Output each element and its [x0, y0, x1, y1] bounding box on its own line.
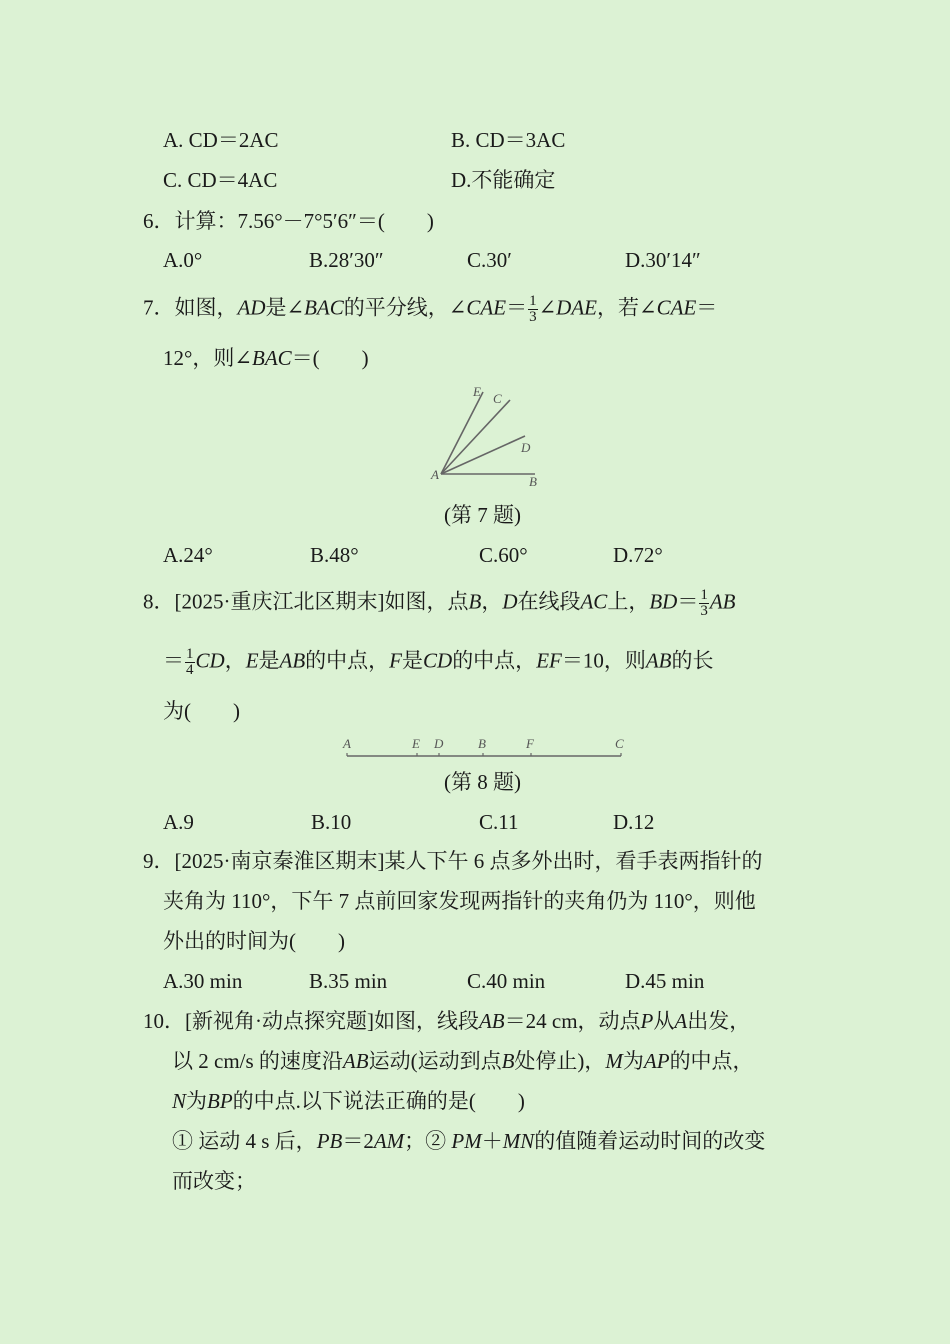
- q10-text: N: [172, 1089, 187, 1113]
- q10-text: B: [501, 1049, 515, 1073]
- q8-text: AB: [709, 589, 736, 614]
- q10-text: 为: [622, 1049, 644, 1073]
- q8-fraction-1: [699, 588, 709, 619]
- q7-text: ＝: [506, 295, 528, 320]
- q8-text: ＝: [163, 648, 184, 673]
- q7-text: ＝: [696, 295, 718, 320]
- q10-statement-line1: [172, 1128, 765, 1154]
- q8-text: E: [245, 648, 259, 673]
- q10-text: AB: [342, 1049, 369, 1073]
- q7-fraction: [528, 294, 538, 325]
- label-e: E: [473, 384, 481, 399]
- q9-stem-line1: 9．[2025·南京秦淮区期末]某人下午 6 点多外出时，看手表两指针的: [143, 849, 763, 873]
- label-c: C: [493, 391, 502, 406]
- q8-text: 是: [258, 648, 280, 673]
- label-f: F: [526, 736, 534, 751]
- q10-stem-line1: [143, 1008, 750, 1034]
- q7-text: AD: [237, 295, 266, 320]
- q10-text: PM: [451, 1129, 482, 1153]
- ray-ac: [441, 400, 510, 474]
- q10-text: AM: [373, 1129, 405, 1153]
- q9-option-d: D.45 min: [625, 969, 705, 993]
- label-d: D: [434, 736, 444, 751]
- q8-option-b: B.10: [311, 810, 352, 834]
- q10-text: AP: [643, 1049, 670, 1073]
- q10-text: ＝24 cm，动点: [504, 1009, 641, 1033]
- q8-text: ＝10，则: [561, 648, 646, 673]
- q7-text: DAE: [556, 295, 597, 320]
- q6-stem: 6．计算：7.56°－7°5′6″＝( ): [143, 209, 434, 233]
- q10-text: PB: [316, 1129, 343, 1153]
- q10-text: 为: [186, 1089, 208, 1113]
- q10-text: ① 运动 4 s 后，: [172, 1129, 317, 1153]
- q8-text: B: [468, 589, 482, 614]
- q9-stem-line2: 夹角为 110°，下午 7 点前回家发现两指针的夹角仍为 110°，则他: [163, 889, 756, 913]
- q10-text: 的中点，: [669, 1049, 754, 1073]
- q5-option-a: A. CD＝2AC: [163, 128, 279, 152]
- q6-option-c: C.30′: [467, 248, 512, 272]
- q7-text: CAE: [466, 295, 507, 320]
- q8-stem-line3: 为( ): [163, 699, 240, 723]
- q8-text: 的中点，: [452, 648, 537, 673]
- q6-option-b: B.28′30″: [309, 248, 384, 272]
- fraction-denominator: 4: [186, 662, 194, 678]
- q5-option-c: C. CD＝4AC: [163, 168, 278, 192]
- q10-text: MN: [502, 1129, 535, 1153]
- q8-text: AC: [580, 589, 608, 614]
- q7-text: ∠: [538, 295, 557, 320]
- q8-text: 是: [402, 648, 423, 673]
- q10-text: AB: [478, 1009, 505, 1033]
- q10-text: ＋: [481, 1129, 503, 1153]
- q10-text: A: [674, 1009, 688, 1033]
- q10-text: 10．[新视角·动点探究题]如图，线段: [143, 1009, 479, 1033]
- q8-stem-line2: [163, 647, 714, 678]
- q6-option-d: D.30′14″: [625, 248, 701, 272]
- q8-segment-figure: [340, 734, 630, 764]
- q10-text: 的中点.以下说法正确的是( ): [232, 1089, 525, 1113]
- q7-option-a: A.24°: [163, 543, 213, 567]
- q7-text: CAE: [656, 295, 697, 320]
- q8-text: D: [502, 589, 518, 614]
- q8-text: 在线段: [517, 589, 581, 614]
- q5-option-d: D.不能确定: [451, 168, 556, 192]
- q8-text: CD: [423, 648, 453, 673]
- q10-stem-line3: [172, 1088, 525, 1114]
- q7-option-c: C.60°: [479, 543, 528, 567]
- q8-text: 上，: [607, 589, 650, 614]
- q7-number: 7．: [143, 295, 175, 320]
- q10-text: 以 2 cm/s 的速度沿: [172, 1049, 343, 1073]
- q8-text: EF: [536, 648, 562, 673]
- label-a: A: [343, 736, 351, 751]
- q8-text: ，: [224, 648, 246, 673]
- label-b: B: [478, 736, 486, 751]
- q7-stem-line2: [163, 345, 369, 371]
- q7-option-d: D.72°: [613, 543, 663, 567]
- q10-text: ＝2: [342, 1129, 374, 1153]
- q8-option-c: C.11: [479, 810, 519, 834]
- q10-stem-line2: [172, 1048, 754, 1074]
- fraction-numerator: 1: [529, 293, 537, 309]
- q10-statement-line2: 而改变；: [172, 1169, 256, 1193]
- q9-stem-line3: 外出的时间为( ): [163, 929, 345, 953]
- q8-text: ＝: [677, 589, 699, 614]
- q7-option-b: B.48°: [310, 543, 359, 567]
- q7-text: 的平分线，∠: [343, 295, 467, 320]
- q10-text: 运动(运动到点: [368, 1049, 502, 1073]
- fraction-numerator: 1: [186, 646, 194, 662]
- q8-figure-caption: (第 8 题): [444, 770, 521, 794]
- q8-option-d: D.12: [613, 810, 655, 834]
- q8-text: F: [389, 648, 402, 673]
- q10-text: 处停止)，: [514, 1049, 606, 1073]
- q7-text: 如图，: [174, 295, 238, 320]
- q6-option-a: A.0°: [163, 248, 203, 272]
- q8-text: CD: [195, 648, 225, 673]
- fraction-numerator: 1: [700, 587, 708, 603]
- label-d: D: [521, 440, 531, 455]
- q10-text: ；②: [404, 1129, 452, 1153]
- q9-option-c: C.40 min: [467, 969, 546, 993]
- fraction-denominator: 3: [700, 603, 708, 619]
- q8-option-a: A.9: [163, 810, 194, 834]
- q9-option-a: A.30 min: [163, 969, 243, 993]
- q10-text: BP: [207, 1089, 233, 1113]
- ray-ae: [441, 392, 483, 474]
- q8-text: 的中点，: [305, 648, 390, 673]
- q7-text: BAC: [304, 295, 344, 320]
- ray-ad: [441, 436, 525, 474]
- q5-option-b: B. CD＝3AC: [451, 128, 566, 152]
- q7-angle-figure: [425, 380, 565, 490]
- q8-number: 8．: [143, 589, 175, 614]
- q7-stem-line1: [143, 294, 717, 325]
- q8-text: 的长: [671, 648, 714, 673]
- q9-option-b: B.35 min: [309, 969, 388, 993]
- q7-text: ＝( ): [291, 346, 369, 370]
- q7-text: ，若∠: [597, 295, 657, 320]
- q8-text: [2025·重庆江北区期末]如图，点: [174, 589, 469, 614]
- q7-figure-caption: (第 7 题): [444, 503, 521, 527]
- q8-text: ，: [481, 589, 503, 614]
- q10-text: M: [605, 1049, 623, 1073]
- label-a: A: [431, 467, 439, 482]
- q10-text: P: [640, 1009, 654, 1033]
- q8-text: AB: [279, 648, 306, 673]
- label-b: B: [529, 474, 537, 489]
- q7-text: 是∠: [265, 295, 305, 320]
- q7-text: 12°，则∠: [163, 346, 252, 370]
- q8-text: AB: [645, 648, 672, 673]
- q8-stem-line1: [143, 588, 735, 619]
- q10-text: 的值随着运动时间的改变: [534, 1129, 766, 1153]
- label-c: C: [615, 736, 624, 751]
- q8-fraction-2: [185, 647, 195, 678]
- q7-text: BAC: [252, 346, 292, 370]
- fraction-denominator: 3: [529, 309, 537, 325]
- label-e: E: [412, 736, 420, 751]
- q10-text: 从: [653, 1009, 675, 1033]
- q8-text: BD: [649, 589, 678, 614]
- q10-text: 出发，: [687, 1009, 751, 1033]
